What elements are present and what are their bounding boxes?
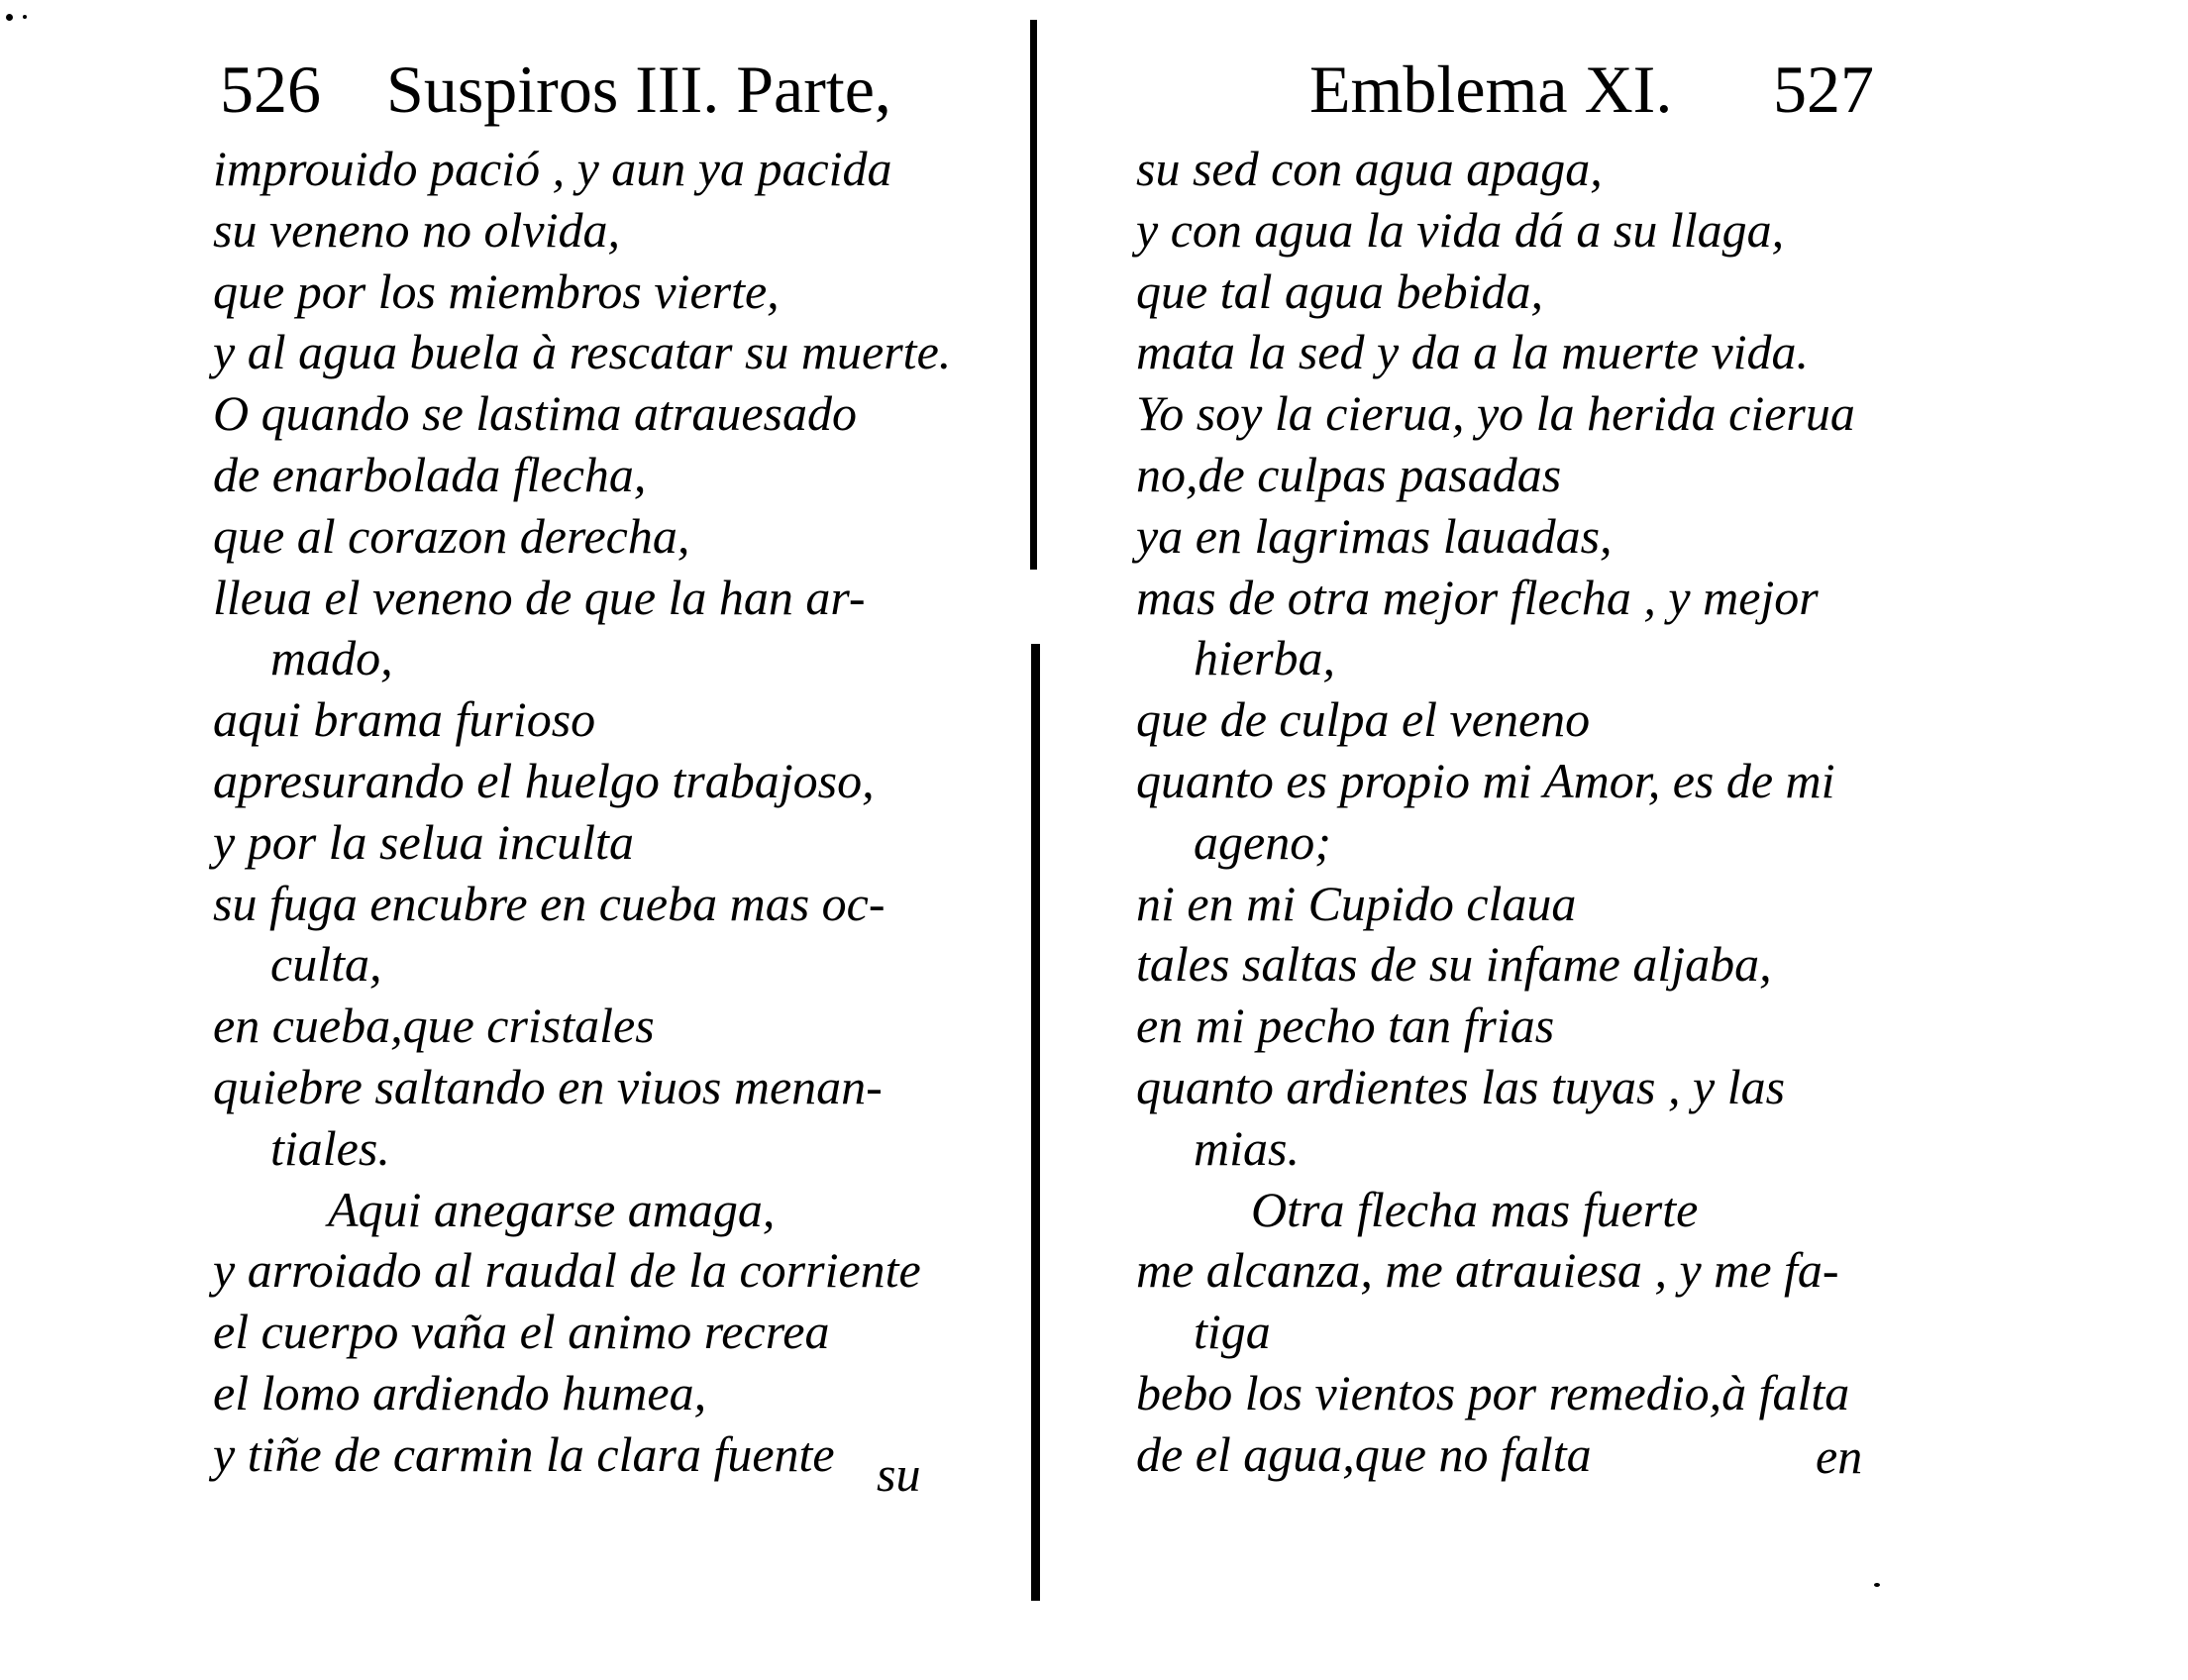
right-page-text — [1136, 139, 2156, 1486]
text-line: de enarbolada flecha, — [213, 446, 647, 502]
text-line: y tiñe de carmin la clara fuente — [213, 1425, 835, 1482]
text-line: en cueba,que cristales — [213, 998, 655, 1054]
text-line: mias. — [1194, 1119, 1300, 1176]
text-line: su veneno no olvida, — [213, 201, 621, 258]
text-line: y al agua buela à rescatar su muerte. — [213, 324, 952, 380]
text-line: ageno; — [1194, 813, 1331, 870]
text-line: hierba, — [1194, 630, 1336, 686]
text-line: quanto ardientes las tuyas , y las — [1136, 1058, 1786, 1114]
text-line: O quando se lastima atrauesado — [213, 385, 857, 442]
text-line: aqui brama furioso — [213, 691, 596, 748]
text-line: su sed con agua apaga, — [1136, 141, 1603, 196]
text-line: ni en mi Cupido claua — [1136, 875, 1577, 931]
text-line: mata la sed y da a la muerte vida. — [1136, 324, 1810, 380]
text-line: ya en lagrimas lauadas, — [1136, 507, 1613, 564]
text-line: Aqui anegarse amaga, — [328, 1181, 776, 1237]
text-line: bebo los vientos por remedio,à falta — [1136, 1364, 1850, 1420]
text-line: en mi pecho tan frias — [1136, 998, 1555, 1054]
text-line: mas de otra mejor flecha , y mejor — [1136, 569, 1819, 625]
text-line: improuido pació , y aun ya pacida — [213, 141, 892, 196]
left-page-number: 526 — [220, 52, 321, 127]
text-line: su fuga encubre en cueba mas oc- — [213, 875, 886, 931]
text-line: me alcanza, me atrauiesa , y me fa- — [1136, 1242, 1839, 1299]
text-line: y arroiado al raudal de la corriente — [213, 1242, 921, 1299]
text-line: quanto es propio mi Amor, es de mi — [1136, 752, 1835, 808]
text-line: tales saltas de su infame aljaba, — [1136, 936, 1772, 993]
text-line: no,de culpas pasadas — [1136, 446, 1562, 502]
text-line: que al corazon derecha, — [213, 507, 690, 564]
right-catchword: en — [1816, 1428, 1863, 1484]
text-line: apresurando el huelgo trabajoso, — [213, 752, 875, 808]
left-page — [0, 0, 1030, 1680]
text-line: y con agua la vida dá a su llaga, — [1136, 201, 1785, 258]
left-running-title: Suspiros III. Parte, — [386, 52, 891, 127]
right-running-title: Emblema XI. — [1309, 52, 1673, 127]
text-line: tiga — [1194, 1304, 1271, 1360]
text-line: culta, — [270, 936, 382, 993]
text-line: Otra flecha mas fuerte — [1251, 1181, 1699, 1237]
text-line: que por los miembros vierte, — [213, 262, 780, 319]
text-line: quiebre saltando en viuos menan- — [213, 1058, 883, 1114]
text-line: que tal agua bebida, — [1136, 262, 1544, 319]
text-line: que de culpa el veneno — [1136, 691, 1591, 748]
right-page-number: 527 — [1773, 52, 1874, 127]
text-line: lleua el veneno de que la han ar- — [213, 569, 866, 625]
text-line: de el agua,que no falta — [1136, 1425, 1592, 1482]
right-page — [1030, 0, 2188, 1680]
left-page-text — [213, 139, 1005, 1486]
left-catchword: su — [877, 1446, 921, 1502]
text-line: tiales. — [270, 1119, 390, 1176]
text-line: mado, — [270, 630, 393, 686]
text-line: y por la selua inculta — [213, 813, 634, 870]
text-line: el lomo ardiendo humea, — [213, 1364, 707, 1420]
text-line: el cuerpo vaña el animo recrea — [213, 1304, 830, 1360]
text-line: Yo soy la cierua, yo la herida cierua — [1136, 385, 1855, 442]
